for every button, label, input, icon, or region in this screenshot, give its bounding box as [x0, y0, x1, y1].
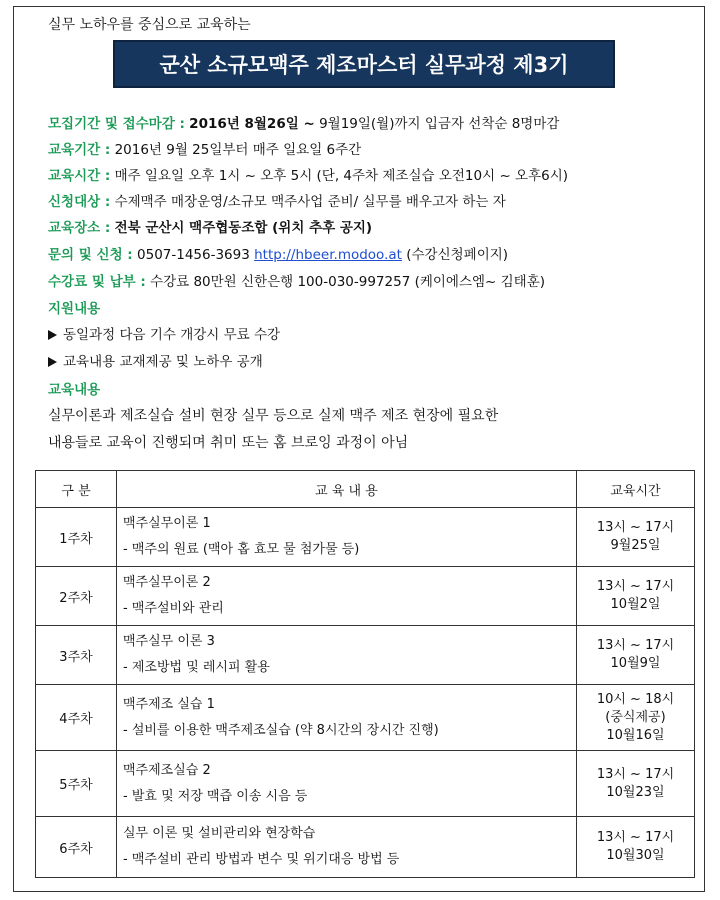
contact-line	[48, 243, 508, 263]
place-line	[48, 216, 372, 236]
support-label: 지원내용	[48, 301, 101, 317]
table-row	[36, 626, 695, 685]
place-value: 전북 군산시 맥주협동조합 (위치 추후 공지)	[114, 220, 373, 236]
table-row	[36, 751, 695, 817]
time-cell	[577, 508, 695, 567]
week-cell: 6주차	[36, 817, 117, 878]
time-cell	[577, 626, 695, 685]
period-value: 2016년 9월 25일부터 매주 일요일 6주간	[114, 142, 362, 158]
content-detail: - 맥주설비 관리 방법과 변수 및 위기대응 방법 등	[123, 852, 400, 867]
table-header-row	[36, 471, 695, 508]
fee-line	[48, 270, 545, 290]
content-heading	[48, 378, 100, 398]
content-label: 교육내용	[48, 382, 101, 398]
week-cell: 4주차	[36, 685, 117, 751]
place-label: 교육장소 :	[48, 220, 111, 236]
time-note: (중식제공)	[605, 709, 666, 725]
time-cell	[577, 685, 695, 751]
time-range: 13시 ~ 17시	[596, 520, 675, 535]
content-title: 실무 이론 및 설비관리와 현장학습	[123, 826, 316, 841]
content-detail: - 제조방법 및 레시피 활용	[123, 660, 270, 675]
content-title: 맥주제조실습 2	[123, 762, 211, 778]
time-date: 10월23일	[606, 784, 665, 800]
content-cell	[117, 567, 577, 626]
table-row	[36, 508, 695, 567]
content-detail: - 발효 및 저장 맥즙 이송 시음 등	[123, 788, 308, 804]
target-label: 신청대상 :	[48, 194, 111, 210]
hours-value: 매주 일요일 오후 1시 ~ 오후 5시 (단, 4주차 제조실습 오전10시 ~ 오후6시)	[114, 168, 569, 184]
contact-label: 문의 및 신청 :	[48, 247, 133, 263]
header-week: 구 분	[36, 471, 117, 508]
fee-label: 수강료 및 납부 :	[48, 274, 146, 290]
time-range: 13시 ~ 17시	[596, 830, 675, 845]
content-cell	[117, 508, 577, 567]
time-cell	[577, 817, 695, 878]
period-line	[48, 138, 361, 158]
table-row	[36, 685, 695, 751]
time-range: 10시 ~ 18시	[596, 691, 675, 707]
table-row	[36, 817, 695, 878]
schedule-table	[35, 470, 695, 878]
support-item: 교육내용 교재제공 및 노하우 공개	[48, 350, 263, 370]
content-title: 맥주실무이론 1	[123, 516, 211, 531]
content-cell	[117, 751, 577, 817]
time-date: 10월16일	[606, 727, 665, 743]
header-content: 교 육 내 용	[117, 471, 577, 508]
header-time: 교육시간	[577, 471, 695, 508]
content-title: 맥주제조 실습 1	[123, 696, 215, 712]
time-cell	[577, 751, 695, 817]
content-title: 맥주실무이론 2	[123, 575, 211, 590]
week-cell: 3주차	[36, 626, 117, 685]
content-detail: - 설비를 이용한 맥주제조실습 (약 8시간의 장시간 진행)	[123, 722, 439, 738]
fee-value: 수강료 80만원 신한은행 100-030-997257 (케이에스엠~ 김태훈)	[150, 274, 546, 290]
table-row	[36, 567, 695, 626]
support-item: 동일과정 다음 기수 개강시 무료 수강	[48, 323, 280, 343]
content-detail: - 맥주설비와 관리	[123, 601, 224, 616]
content-cell	[117, 685, 577, 751]
recruit-line	[48, 112, 559, 132]
recruit-rest: 9월19일(월)까지 입금자 선착순 8명마감	[319, 116, 560, 132]
triangle-bullet-icon	[48, 330, 57, 340]
support-heading	[48, 297, 100, 317]
week-cell: 5주차	[36, 751, 117, 817]
content-line: 내용들로 교육이 진행되며 취미 또는 홈 브로잉 과정이 아님	[48, 435, 409, 451]
time-range: 13시 ~ 17시	[596, 766, 675, 782]
period-label: 교육기간 :	[48, 142, 111, 158]
recruit-value: 2016년 8월26일 ~	[189, 116, 315, 132]
content-cell	[117, 626, 577, 685]
content-title: 맥주실무 이론 3	[123, 634, 215, 649]
time-range: 13시 ~ 17시	[596, 579, 675, 594]
recruit-label: 모집기간 및 접수마감 :	[48, 116, 185, 132]
intro-text: 실무 노하우를 중심으로 교육하는	[48, 17, 251, 33]
contact-phone: 0507-1456-3693	[137, 247, 250, 263]
time-date: 9월25일	[610, 538, 661, 553]
time-date: 10월2일	[610, 597, 661, 612]
week-cell: 1주차	[36, 508, 117, 567]
time-date: 10월9일	[610, 656, 661, 671]
target-value: 수제맥주 매장운영/소규모 맥주사업 준비/ 실무를 배우고자 하는 자	[114, 194, 506, 210]
hours-line	[48, 164, 568, 184]
content-line: 실무이론과 제조실습 설비 현장 실무 등으로 실제 맥주 제조 현장에 필요한	[48, 408, 499, 424]
content-cell	[117, 817, 577, 878]
time-cell	[577, 567, 695, 626]
hours-label: 교육시간 :	[48, 168, 111, 184]
week-cell: 2주차	[36, 567, 117, 626]
triangle-bullet-icon	[48, 357, 57, 367]
course-title-banner: 군산 소규모맥주 제조마스터 실무과정 제3기	[113, 40, 615, 88]
contact-link[interactable]: http://hbeer.modoo.at	[254, 247, 402, 263]
target-line	[48, 190, 506, 210]
time-range: 13시 ~ 17시	[596, 638, 675, 653]
contact-note: (수강신청페이지)	[406, 247, 509, 263]
time-date: 10월30일	[606, 848, 665, 863]
content-detail: - 맥주의 원료 (맥아 홉 효모 물 첨가물 등)	[123, 542, 360, 557]
